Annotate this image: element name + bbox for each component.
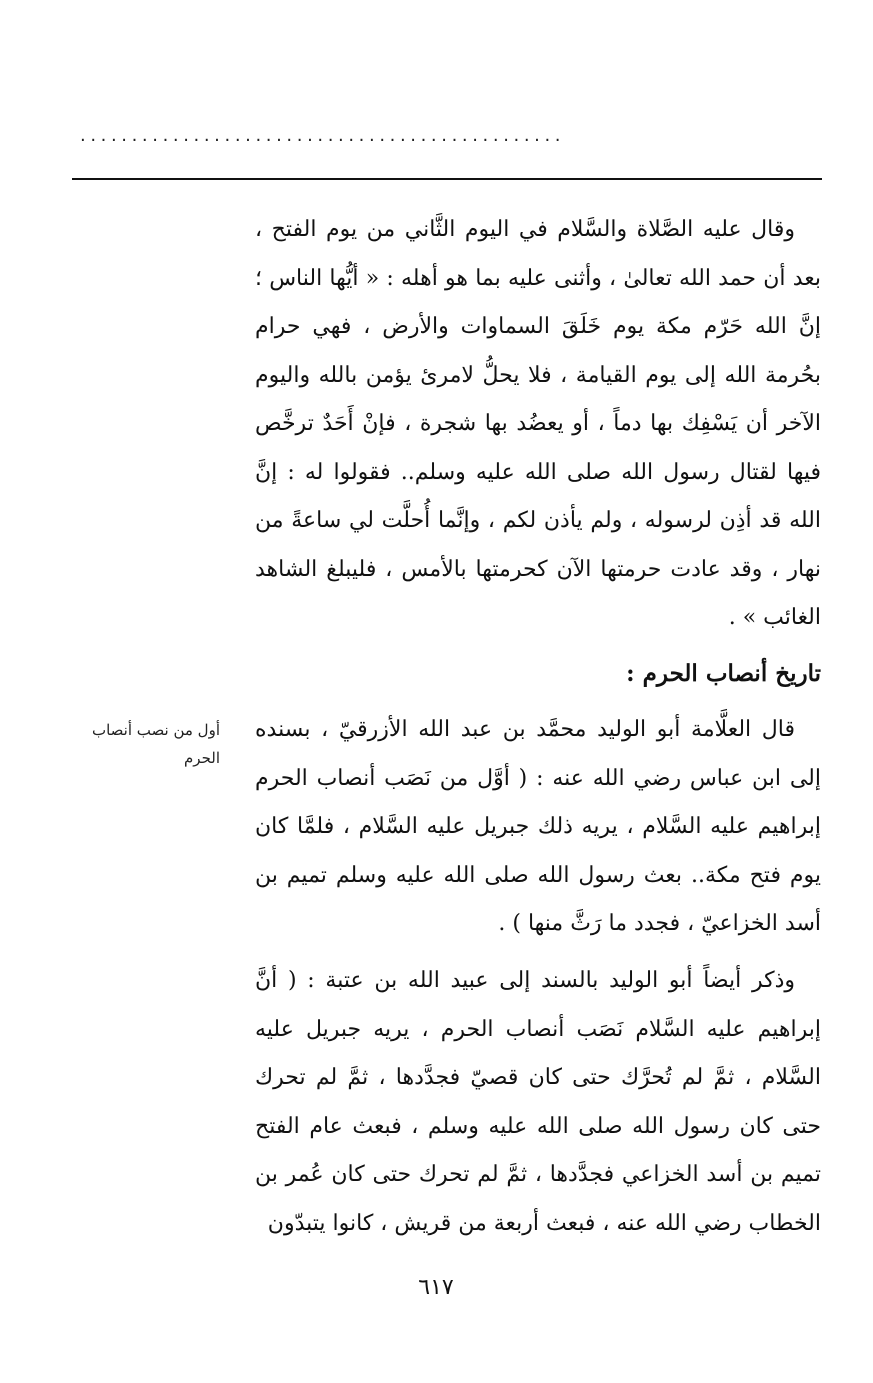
page-number: ٦١٧ bbox=[418, 1275, 454, 1300]
header-rule bbox=[72, 178, 822, 180]
main-text-block-3 bbox=[255, 957, 821, 1248]
main-text-block-1 bbox=[255, 206, 821, 643]
main-text-block-2 bbox=[255, 706, 821, 949]
section-heading: تاريخ أنصاب الحرم : bbox=[626, 660, 821, 687]
paragraph-1: وقال عليه الصَّلاة والسَّلام في اليوم الثَّاني من يوم الفتح ، بعد أن حمد الله تعالىٰ ، وأثنى عليه بما هو أهله : « أيُّها الناس ؛ إنَّ الله حَرّم مكة يوم خَلَقَ السماوات والأرض ، فهي حرام بحُرمة الله إلى يوم القيامة ، فلا يحلُّ لامرئ يؤمن بالله واليوم الآخر أن يَسْفِك بها دماً ، أو يعضُد بها شجرة ، فإنْ أَحَدٌ ترخَّص فيها لقتال رسول الله صلى الله عليه وسلم.. فقولوا له : إنَّ الله قد أذِن لرسوله ، ولم يأذن لكم ، وإنَّما أُحلَّت لي ساعةً من نهار ، وقد عادت حرمتها الآن كحرمتها بالأمس ، فليبلغ الشاهد الغائب » . bbox=[255, 217, 821, 630]
margin-note: أول من نصب أنصاب الحرم bbox=[91, 721, 220, 767]
paragraph-2: قال العلَّامة أبو الوليد محمَّد بن عبد الله الأزرقيّ ، بسنده إلى ابن عباس رضي الله عنه : ( أوَّل من نَصَب أنصاب الحرم إبراهيم عليه السَّلام ، يريه ذلك جبريل عليه السَّلام ، فلمَّا كان يوم فتح مكة.. بعث رسول الله صلى الله عليه وسلم تميم بن أسد الخزاعيّ ، فجدد ما رَثَّ منها ) . bbox=[255, 717, 821, 936]
paragraph-3: وذكر أيضاً أبو الوليد بالسند إلى عبيد الله بن عتبة : ( أنَّ إبراهيم عليه السَّلام نَصَب أنصاب الحرم ، يريه جبريل عليه السَّلام ، ثمَّ لم تُحرَّك حتى كان قصيّ فجدَّدها ، ثمَّ لم تحرك حتى كان رسول الله صلى الله عليه وسلم ، فبعث عام الفتح تميم بن أسد الخزاعي فجدَّدها ، ثمَّ لم تحرك حتى كان عُمر بن الخطاب رضي الله عنه ، فبعث أربعة من قريش ، كانوا يتبدّون bbox=[255, 968, 821, 1236]
header-dotted-line: ............................................... bbox=[80, 126, 566, 146]
